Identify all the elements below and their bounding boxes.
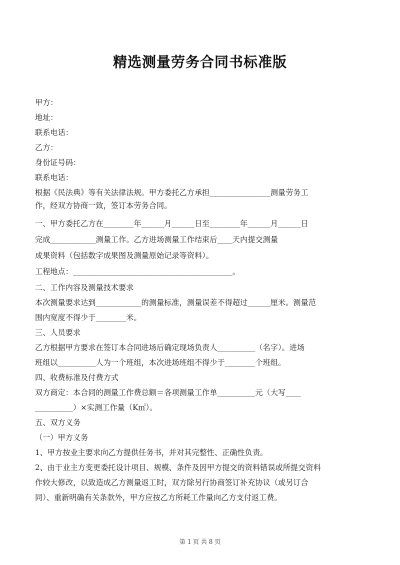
preamble-line-2: 作，经双方协商一致，签订本劳务合同。 [35, 201, 172, 210]
section-4-line-2: __________）×实测工作量（K㎡）。 [35, 403, 158, 412]
duty-item-1: 1、甲方按业主要求向乙方提供任务书，并对其完整性、正确性负责。 [35, 448, 268, 457]
section-2-heading: 二、工作内容及测量技术要求 [35, 283, 134, 292]
party-b-label: 乙方： [35, 143, 58, 152]
clause-1-line-1: 一、甲方委托乙方在________年______月______日至________年______月______日 [35, 219, 309, 228]
party-a-label: 甲方： [35, 98, 58, 107]
duty-item-2-line-3: 同）、重新明确有关条款外，甲方应按乙方所耗工作量向乙方支付返工费。 [35, 493, 282, 502]
party-b-id-number: 身份证号码： [35, 158, 81, 167]
section-3-heading: 三、人员要求 [35, 328, 81, 337]
section-4-heading: 四、收费标准及付费方式 [35, 373, 119, 382]
party-a-phone: 联系电话： [35, 128, 73, 137]
section-5-heading: 五、双方义务 [35, 418, 81, 427]
party-a-duties-heading: （一）甲方义务 [35, 433, 89, 442]
project-location: 工程地点：__________________________________________。 [35, 267, 241, 276]
duty-item-2-line-2: 作较大修改，以致造成乙方测量返工时，双方除另行协商签订补充协议（或另订合 [35, 478, 309, 487]
section-3-line-1: 乙方根据甲方要求在签订本合同进场后确定现场负责人__________（名字）。进场 [35, 343, 305, 352]
document-title: 精选测量劳务合同书标准版 [113, 55, 287, 71]
clause-1-line-2: 完成____________测量工作。乙方进场测量工作结束后____天内提交测量 [35, 235, 278, 244]
party-b-phone: 联系电话： [35, 173, 73, 182]
page-footer: 第 1 页 共 8 页 [179, 539, 221, 546]
section-2-line-2: 围内宽度不得少于________米。 [35, 313, 142, 322]
clause-1-line-3: 成果资料（包括数字成果图及测量原始记录等资料）。 [35, 251, 214, 260]
duty-item-2-line-1: 2、由于业主方变更委托设计项目、规模、条件及因甲方提交的资料错误或所提交资料 [35, 463, 321, 472]
section-2-line-1: 本次测量要求达到____________的测量标准，测量误差不得超过______厘米。测量范 [35, 298, 316, 307]
section-4-line-1: 双方商定：本合同的测量工作费总额＝各项测量工作单__________元（大写____ [35, 388, 301, 397]
preamble-line-1: 根据《民法典》等有关法律法规。甲方委托乙方承担________________测量劳务工 [35, 188, 309, 197]
party-a-address: 地址： [35, 113, 58, 122]
section-3-line-2: 班组以__________人为一个班组，本次进场班组不得少于________个班组。 [35, 358, 286, 367]
